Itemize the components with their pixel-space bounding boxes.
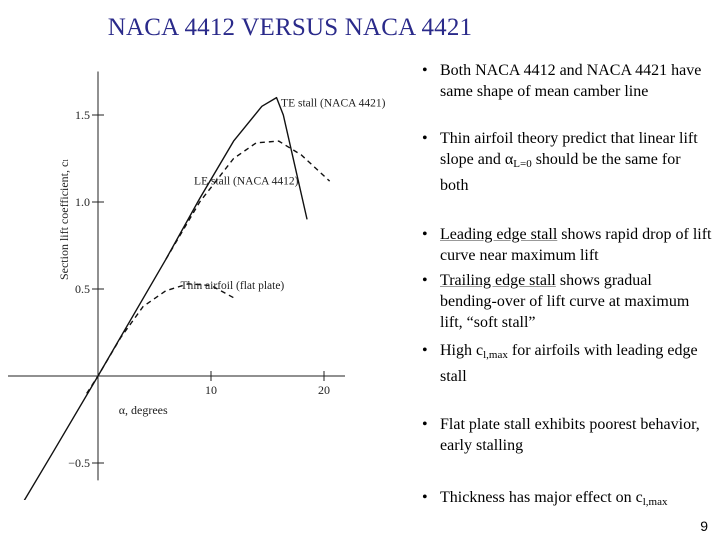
bullet-text: Trailing edge stall shows gradual bending-over of lift curve at maximum lift, “soft stall” (440, 272, 690, 331)
series-line (87, 284, 234, 394)
bullet-dot: • (422, 272, 428, 289)
y-axis-label: Section lift coefficient, cₗ (57, 158, 71, 281)
bullet-text: Both NACA 4412 and NACA 4421 have same shape of mean camber line (440, 62, 702, 100)
x-tick-label: 10 (205, 383, 217, 397)
page-number: 9 (700, 518, 708, 534)
y-tick-label: 0.5 (75, 282, 90, 296)
bullet-dot: • (422, 130, 428, 147)
bullet-dot: • (422, 416, 428, 433)
y-tick-label: 1.5 (75, 108, 90, 122)
series-line (166, 141, 330, 259)
bullet-text: Flat plate stall exhibits poorest behavior, early stalling (440, 416, 700, 454)
bullet-text: Thickness has major effect on $c_{l,max}$ (440, 489, 668, 508)
chart-annotation: TE stall (NACA 4421) (281, 97, 386, 110)
chart-annotation: LE stall (NACA 4412) (194, 175, 299, 188)
page-title: NACA 4412 VERSUS NACA 4421 (107, 14, 473, 41)
bullet-dot: • (422, 62, 428, 79)
bullet-text: Leading edge stall shows rapid drop of lift curve near maximum lift (440, 226, 712, 264)
bullet-dot: • (422, 489, 428, 506)
x-tick-label: 20 (318, 383, 330, 397)
bullet-text: High $c_{l,max}$ for airfoils with leading edge stall (440, 342, 698, 385)
bullet-dot: • (422, 342, 428, 359)
bullet-dot: • (422, 226, 428, 243)
y-tick-label: −0.5 (68, 456, 90, 470)
y-tick-label: 1.0 (75, 195, 90, 209)
lift-curve-chart (0, 60, 420, 500)
chart-svg (0, 60, 420, 500)
x-axis-label: α, degrees (118, 403, 168, 417)
chart-annotation: Thin airfoil (flat plate) (180, 280, 285, 292)
bullet-text: Thin airfoil theory predict that linear lift slope and $\alpha_{L=0}$ should be the same for both (440, 130, 698, 194)
